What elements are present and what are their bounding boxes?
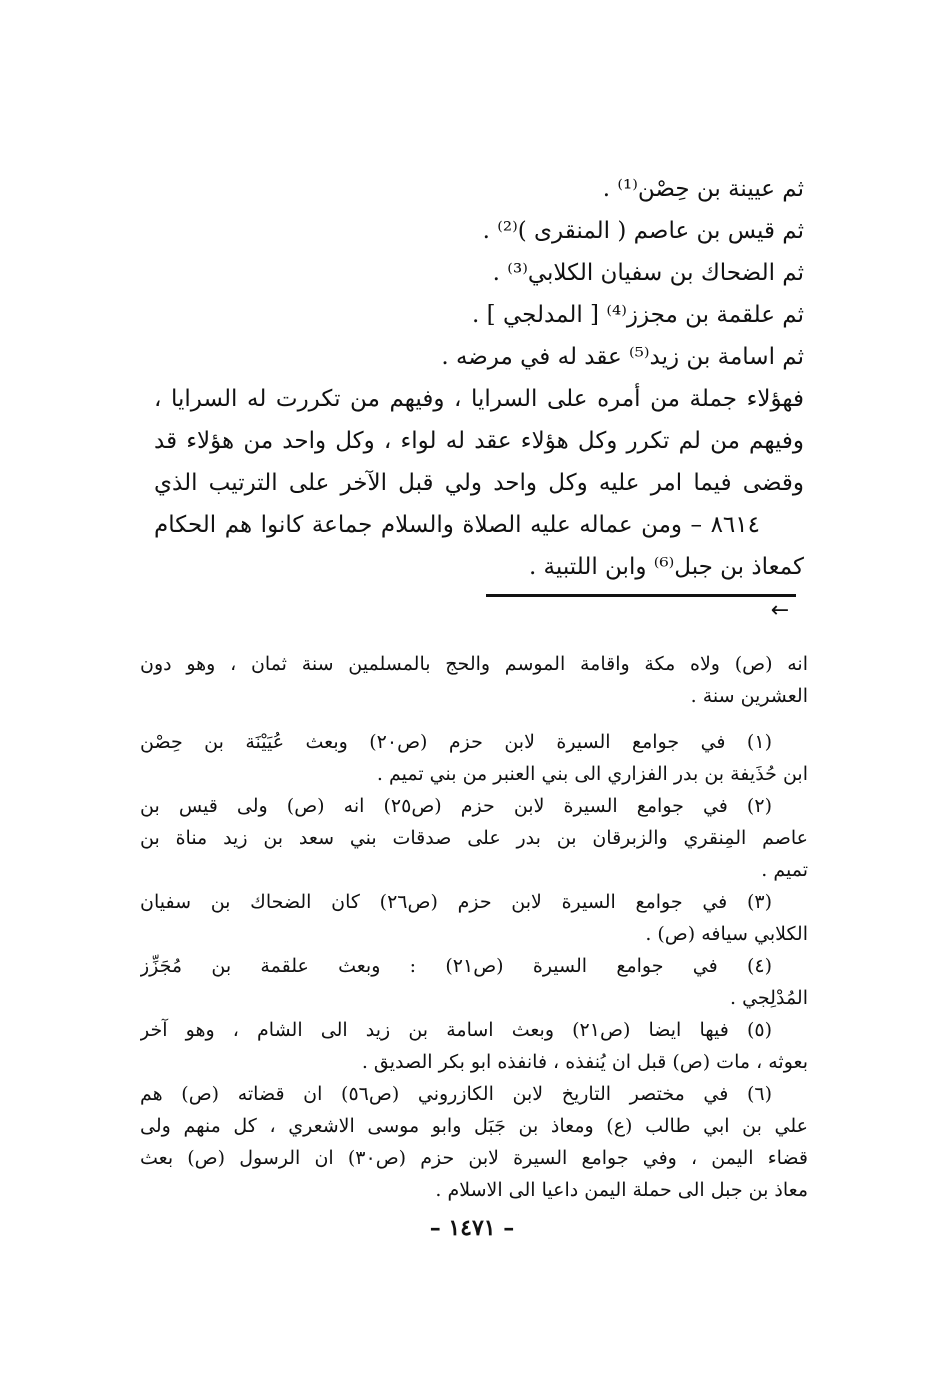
- text-line: ثم علقمة بن مجزز⁽⁴⁾ [ المدلجي ] ‏.: [472, 302, 804, 328]
- footnote-line: بعوثه ، مات (ص) قبل ان يُنفذه ، فانفذه ابو بكر الصديق ‏.: [361, 1051, 808, 1073]
- text-line: ثم اسامة بن زيد⁽⁵⁾ عقد له في مرضه ‏.: [441, 344, 804, 370]
- footnote-2: (٢) في جوامع السيرة لابن حزم (ص٢٥) انه (ص) ولى قيس بن: [140, 795, 772, 817]
- footnote-5: (٥) فيها ايضا (ص٢١) وبعث اسامة بن زيد الى الشام ، وهو آخر: [140, 1019, 772, 1041]
- footnote-line: انه (ص) ولاه مكة واقامة الموسم والحج بالمسلمين سنة ثمان ، وهو دون: [140, 653, 808, 675]
- footnote-line: علي بن ابي طالب (ع) ومعاذ بن جَبَل وابو موسى الاشعري ، كل منهم ولى: [140, 1115, 808, 1137]
- footnote-4: (٤) في جوامع السيرة (ص٢١) : وبعث علقمة بن مُجَزِّز: [140, 955, 772, 977]
- footnote-3: (٣) في جوامع السيرة لابن حزم (ص٢٦) كان الضحاك بن سفيان: [140, 891, 772, 913]
- continuation-arrow-icon: ←: [770, 598, 790, 623]
- footnote-1: (١) في جوامع السيرة لابن حزم (ص٢٠) وبعث عُيَيْنَة بن حِصْن: [140, 731, 772, 753]
- text-line: وقضى فيما امر عليه وكل واحد ولي قبل الآخر على الترتيب الذي: [154, 470, 804, 496]
- footnote-line: عاصم المِنقري والزبرقان بن بدر على صدقات بني سعد بن زيد مناة بن: [140, 827, 808, 849]
- page-number: – ١٤٧١ –: [429, 1215, 515, 1241]
- footnotes-block: [140, 648, 808, 1206]
- footnote-line: الكلابي سيافه (ص) ‏.: [645, 923, 808, 945]
- text-line: ثم الضحاك بن سفيان الكلابي⁽³⁾ ‏.: [492, 260, 804, 286]
- footnote-line: قضاء اليمن ، وفي جوامع السيرة لابن حزم (ص٣٠) ان الرسول (ص) بعث: [140, 1147, 808, 1169]
- text-line: ثم قيس بن عاصم ( المنقرى )⁽²⁾ ‏.: [482, 218, 804, 244]
- text-line: فهؤلاء جملة من أمره على السرايا ، وفيهم من تكررت له السرايا ،: [154, 386, 804, 412]
- footnote-line: ابن حُذَيفة بن بدر الفزاري الى بني العنبر من بني تميم ‏.: [376, 763, 808, 785]
- footnote-6: (٦) في مختصر التاريخ لابن الكازروني (ص٥٦) ان قضاته (ص) هم: [140, 1083, 772, 1105]
- footnote-line: المُدْلِجي ‏.: [730, 987, 808, 1009]
- text-line: وفيهم من لم تكرر وكل هؤلاء عقد له لواء ، وكل واحد من هؤلاء قد: [154, 428, 804, 454]
- text-line: كمعاذ بن جبل⁽⁶⁾ وابن اللتبية ‏.: [528, 554, 804, 580]
- footnote-line: العشرين سنة ‏.: [690, 685, 808, 707]
- footnote-line: تميم ‏.: [761, 859, 808, 881]
- main-text-block: [154, 168, 804, 588]
- footnote-gap: [140, 712, 808, 726]
- footnote-divider: [486, 594, 796, 597]
- paragraph-number-line: ٨٦١٤ – ومن عماله عليه الصلاة والسلام جماعة كانوا هم الحكام: [154, 512, 760, 538]
- footnote-line: معاذ بن جبل الى حملة اليمن داعيا الى الاسلام ‏.: [435, 1179, 808, 1201]
- text-line: ثم عيينة بن حِصْن⁽¹⁾ ‏.: [602, 176, 804, 202]
